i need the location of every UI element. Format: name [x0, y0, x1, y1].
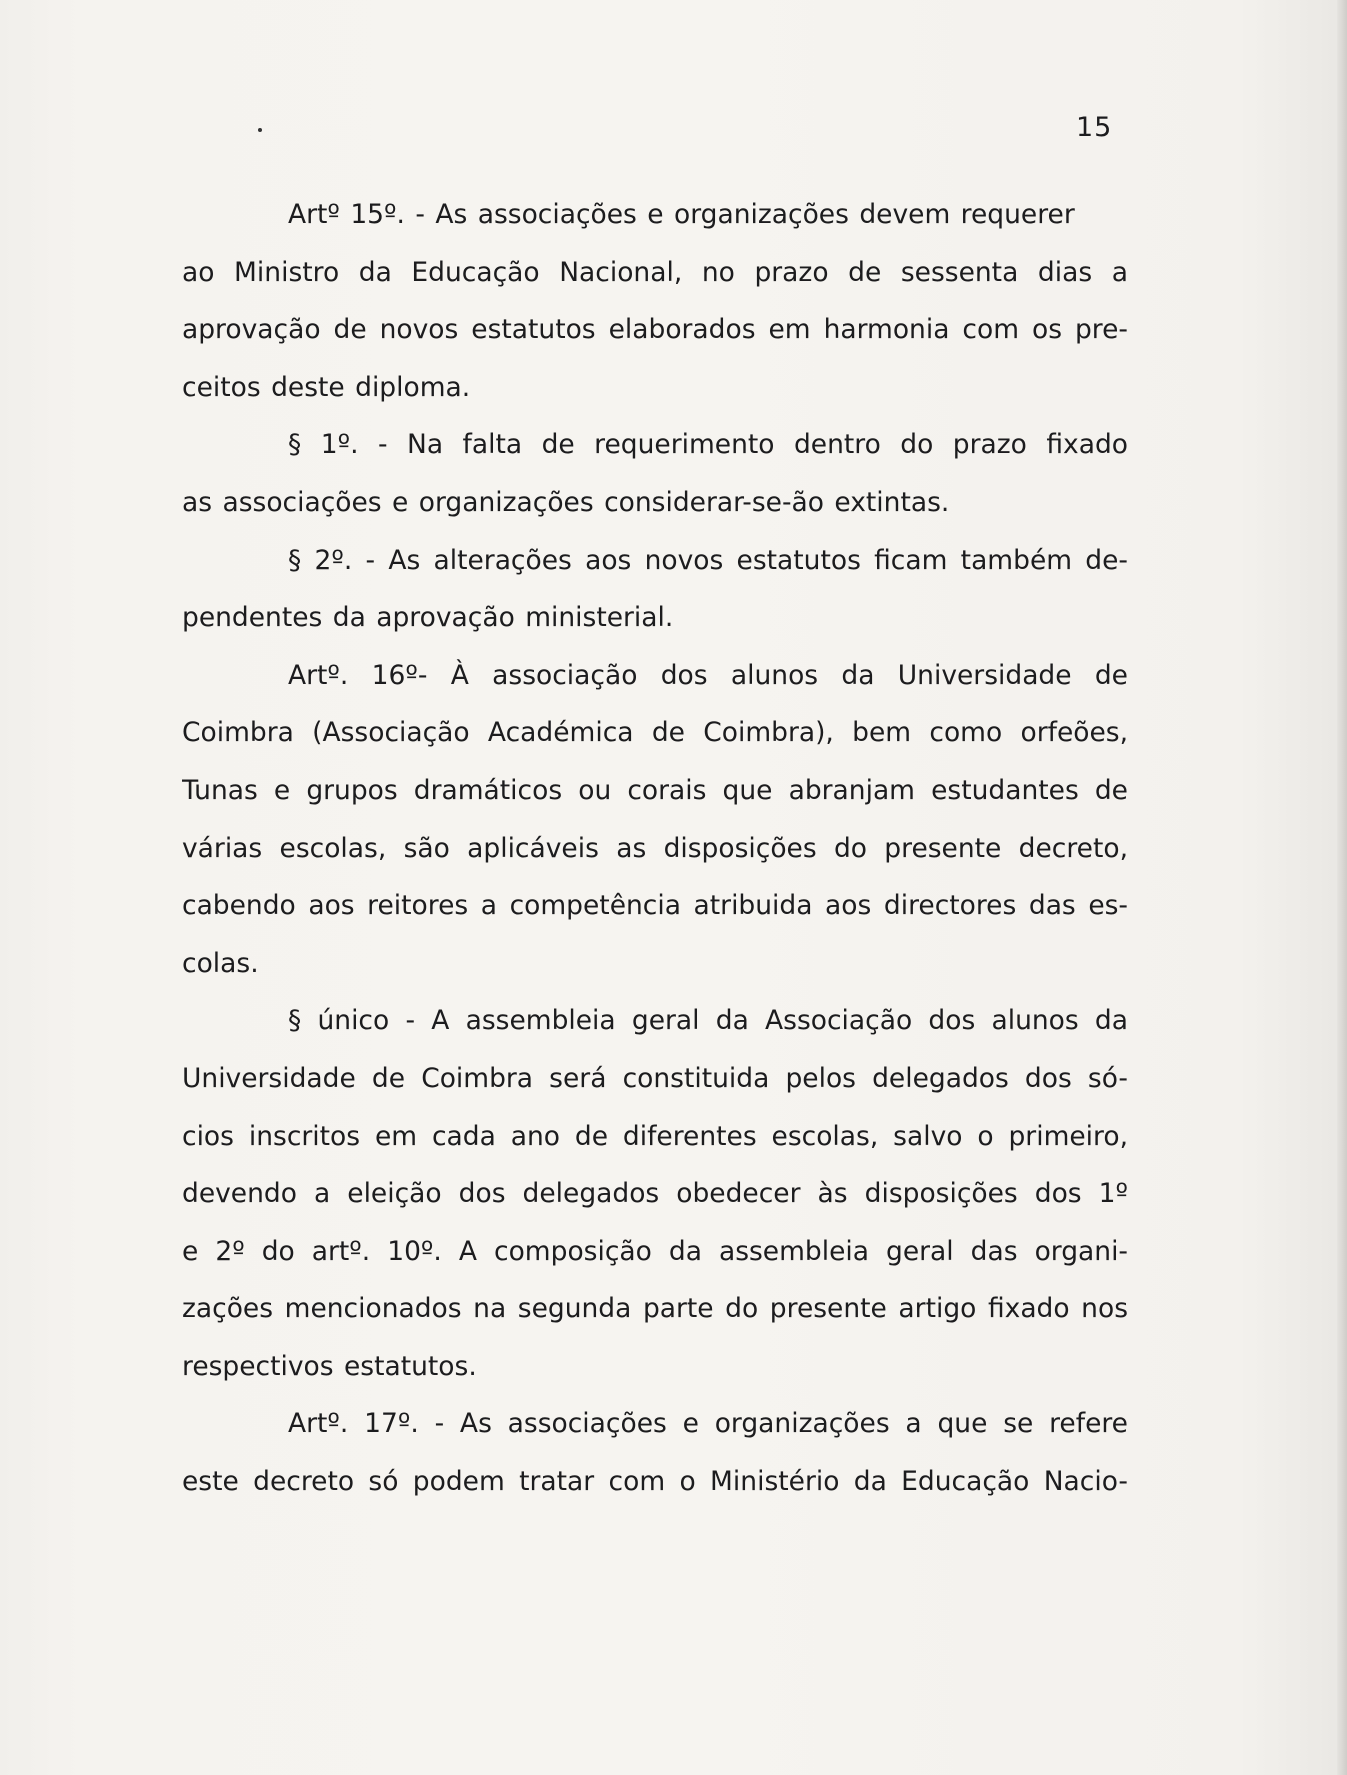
body-line: ao Ministro da Educação Nacional, no prazo de sessenta dias a — [182, 256, 1128, 288]
body-line: Coimbra (Associação Académica de Coimbra), bem como orfeões, — [182, 717, 1128, 749]
body-line: Artº 15º. - As associações e organizações devem requerer — [288, 199, 1075, 230]
body-line: zações mencionados na segunda parte do presente artigo fixado nos — [182, 1293, 1128, 1325]
body-line: cios inscritos em cada ano de diferentes escolas, salvo o primeiro, — [182, 1120, 1128, 1152]
body-line: colas. — [182, 947, 259, 979]
body-line: Artº. 17º. - As associações e organizações a que se refere — [288, 1408, 1128, 1440]
document-body — [182, 186, 1128, 1511]
body-line: Universidade de Coimbra será constituida pelos delegados dos só- — [182, 1062, 1128, 1094]
body-line: e 2º do artº. 10º. A composição da assembleia geral das organi- — [182, 1235, 1128, 1267]
body-line: § único - A assembleia geral da Associação dos alunos da — [288, 1005, 1128, 1037]
body-line: § 1º. - Na falta de requerimento dentro do prazo fixado — [288, 429, 1128, 461]
body-line: ceitos deste diploma. — [182, 371, 471, 403]
page-number: 15 — [1076, 112, 1113, 143]
body-line: § 2º. - As alterações aos novos estatutos ficam também de- — [288, 544, 1128, 576]
body-line: aprovação de novos estatutos elaborados em harmonia com os pre- — [182, 314, 1128, 346]
body-line: respectivos estatutos. — [182, 1350, 477, 1382]
stray-dot-mark — [258, 128, 262, 132]
body-line: Artº. 16º- À associação dos alunos da Universidade de — [288, 659, 1128, 691]
body-line: as associações e organizações considerar-se-ão extintas. — [182, 486, 950, 518]
page-edge-shadow — [1337, 0, 1347, 1775]
body-line: Tunas e grupos dramáticos ou corais que abranjam estudantes de — [182, 774, 1128, 806]
body-line: várias escolas, são aplicáveis as disposições do presente decreto, — [182, 832, 1128, 864]
body-line: devendo a eleição dos delegados obedecer às disposições dos 1º — [182, 1178, 1128, 1210]
body-line: este decreto só podem tratar com o Ministério da Educação Nacio- — [182, 1466, 1128, 1498]
body-line: cabendo aos reitores a competência atribuida aos directores das es- — [182, 890, 1128, 922]
body-line: pendentes da aprovação ministerial. — [182, 602, 674, 634]
